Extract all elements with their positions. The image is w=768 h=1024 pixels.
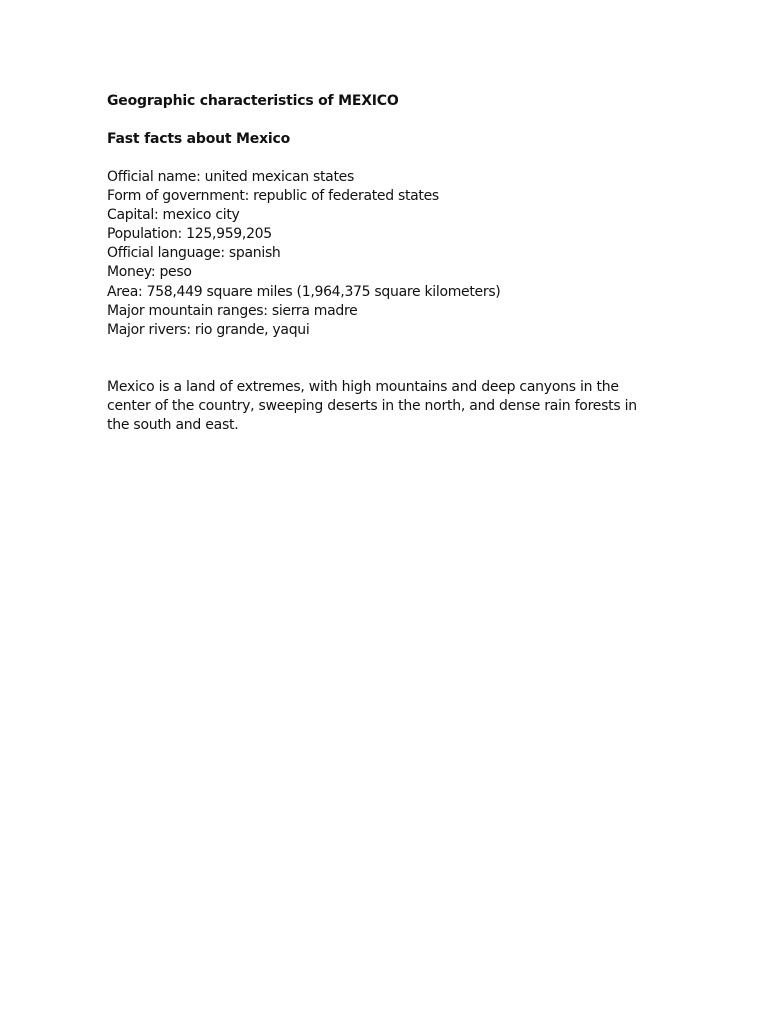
fact-population: Population: 125,959,205 bbox=[107, 226, 272, 243]
fact-area: Area: 758,449 square miles (1,964,375 square kilometers) bbox=[107, 283, 501, 300]
document-title: Geographic characteristics of MEXICO bbox=[107, 93, 399, 109]
fact-official-language: Official language: spanish bbox=[107, 245, 281, 262]
facts-list bbox=[107, 168, 667, 340]
fact-mountain-ranges: Major mountain ranges: sierra madre bbox=[107, 302, 358, 319]
fact-capital: Capital: mexico city bbox=[107, 207, 240, 224]
description-paragraph: Mexico is a land of extremes, with high mountains and deep canyons in the center of the country, sweeping deserts in the north, and dense rain forests in the south and east. bbox=[107, 378, 637, 433]
fact-money: Money: peso bbox=[107, 264, 192, 281]
section-heading: Fast facts about Mexico bbox=[107, 131, 291, 147]
fact-official-name: Official name: united mexican states bbox=[107, 169, 354, 185]
fact-form-of-government: Form of government: republic of federated states bbox=[107, 188, 439, 205]
document-body bbox=[107, 92, 667, 435]
fact-rivers: Major rivers: rio grande, yaqui bbox=[107, 321, 310, 338]
